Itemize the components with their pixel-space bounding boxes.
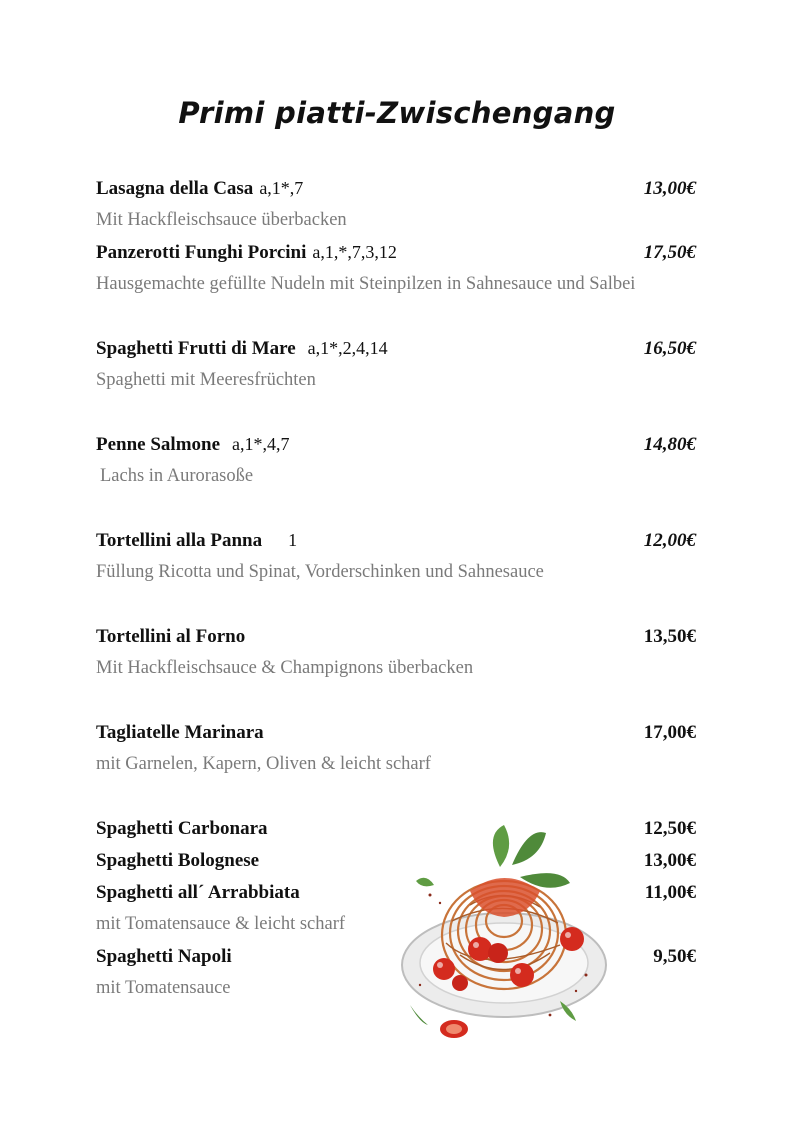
dish-description: mit Tomatensauce & leicht scharf xyxy=(96,914,346,934)
menu-item xyxy=(96,338,696,364)
dish-name: Tortellini al Forno xyxy=(96,626,246,647)
dish-name: Tagliatelle Marinara xyxy=(96,722,264,743)
dish-description: Spaghetti mit Meeresfrüchten xyxy=(96,370,316,390)
dish-price: 13,00€ xyxy=(643,178,696,199)
dish-price: 17,00€ xyxy=(643,722,696,743)
dish-name: Spaghetti all´ Arrabbiata xyxy=(96,882,300,903)
dish-description: Mit Hackfleischsauce überbacken xyxy=(96,210,347,230)
menu-item xyxy=(96,626,696,652)
menu-item xyxy=(96,178,696,204)
dish-description: Hausgemachte gefüllte Nudeln mit Steinpilzen in Sahnesauce und Salbei xyxy=(96,274,636,294)
allergen-codes: 1 xyxy=(288,530,298,550)
dish-price: 13,50€ xyxy=(643,626,696,647)
dish-price: 17,50€ xyxy=(643,242,696,263)
dish-price: 12,50€ xyxy=(643,818,696,839)
dish-name: Panzerotti Funghi Porcini xyxy=(96,242,307,263)
dish-description: Mit Hackfleischsauce & Champignons überbacken xyxy=(96,658,474,678)
dish-description: mit Garnelen, Kapern, Oliven & leicht scharf xyxy=(96,754,431,774)
dish-description: mit Tomatensauce xyxy=(96,978,231,998)
page-title: Primi piatti-Zwischengang xyxy=(178,96,616,130)
dish-price: 9,50€ xyxy=(653,946,696,967)
dish-price: 11,00€ xyxy=(644,882,696,903)
dish-name: Spaghetti Bolognese xyxy=(96,850,260,871)
menu-item xyxy=(96,722,696,748)
dish-name: Penne Salmone xyxy=(96,434,221,455)
allergen-codes: a,1,*,7,3,12 xyxy=(312,242,397,262)
allergen-codes: a,1*,2,4,14 xyxy=(307,338,388,358)
allergen-codes: a,1*,4,7 xyxy=(232,434,290,454)
dish-name: Spaghetti Carbonara xyxy=(96,818,268,839)
dish-name: Spaghetti Napoli xyxy=(96,946,232,967)
dish-name: Tortellini alla Panna xyxy=(96,530,263,551)
menu-item xyxy=(96,242,696,268)
allergen-codes: a,1*,7 xyxy=(259,178,304,198)
dish-price: 16,50€ xyxy=(643,338,696,359)
dish-price: 13,00€ xyxy=(643,850,696,871)
menu-item xyxy=(96,434,696,460)
dish-name: Spaghetti Frutti di Mare xyxy=(96,338,296,359)
spaghetti-plate-icon xyxy=(400,825,620,1040)
dish-price: 12,00€ xyxy=(643,530,696,551)
menu-item xyxy=(96,530,696,556)
dish-price: 14,80€ xyxy=(643,434,696,455)
dish-description: Füllung Ricotta und Spinat, Vorderschinken und Sahnesauce xyxy=(96,562,544,582)
dish-name: Lasagna della Casa xyxy=(96,178,254,199)
dish-description: Lachs in Aurorasoße xyxy=(100,466,254,486)
